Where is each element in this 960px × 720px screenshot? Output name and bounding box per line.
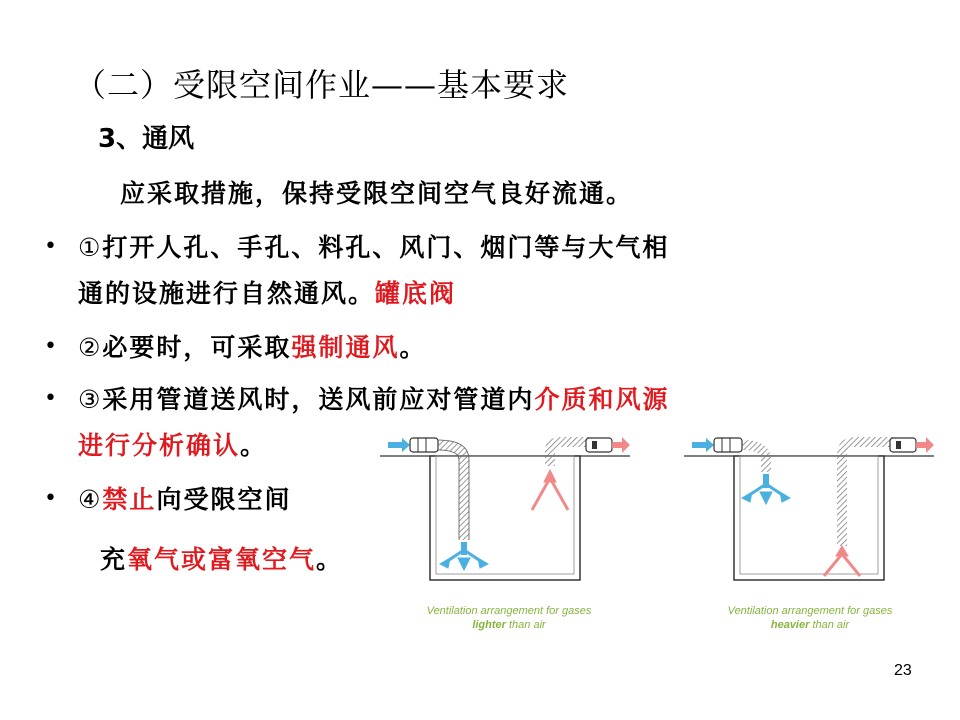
outlet-arrow-icon bbox=[612, 437, 630, 453]
bullet-1-line-2 bbox=[78, 274, 456, 310]
bullet-marker: • bbox=[44, 386, 57, 411]
diagram-caption-lighter bbox=[399, 604, 619, 632]
slide-title: （二）受限空间作业——基本要求 bbox=[74, 66, 570, 104]
bullet-4-text: 向受限空间 bbox=[156, 485, 292, 514]
bullet-1-line-1 bbox=[78, 228, 669, 264]
bullet-1-number: ① bbox=[78, 233, 103, 262]
caption-emphasis: lighter bbox=[472, 619, 506, 631]
bullet-1-text-cont: 通的设施进行自然通风。 bbox=[78, 279, 376, 308]
inlet-arrow-icon bbox=[692, 438, 714, 452]
caption-emphasis: heavier bbox=[770, 619, 810, 631]
caption-rest: than air bbox=[505, 619, 546, 631]
bullet-4-highlight-cont: 氧气或富氧空气 bbox=[127, 545, 317, 574]
bullet-3-highlight-cont: 进行分析确认 bbox=[78, 431, 241, 460]
caption-line-1: Ventilation arrangement for gases bbox=[426, 605, 592, 617]
section-heading: 3、通风 bbox=[98, 124, 195, 154]
page-number: 23 bbox=[894, 662, 912, 679]
bullet-3-number: ③ bbox=[78, 385, 103, 414]
bullet-marker: • bbox=[44, 486, 57, 511]
exhaust-fan-icon bbox=[890, 438, 916, 452]
exhaust-fan-icon bbox=[586, 438, 612, 452]
bullet-4-line-2 bbox=[100, 540, 343, 576]
bullet-2-line bbox=[78, 328, 426, 364]
bullet-2-tail: 。 bbox=[399, 333, 427, 362]
bullet-marker: • bbox=[44, 334, 57, 359]
caption-rest: than air bbox=[809, 619, 850, 631]
bullet-1-highlight: 罐底阀 bbox=[375, 279, 457, 308]
bullet-2-number: ② bbox=[78, 333, 103, 362]
bullet-3-text: 采用管道送风时，送风前应对管道内 bbox=[102, 385, 535, 414]
bullet-3-highlight: 介质和风源 bbox=[534, 385, 670, 414]
bullet-marker: • bbox=[44, 234, 57, 259]
ventilation-diagram-heavier bbox=[684, 430, 934, 590]
bullet-3-line-1 bbox=[78, 380, 669, 416]
bullet-4-number: ④ bbox=[78, 485, 103, 514]
fan-icon bbox=[410, 438, 438, 452]
ventilation-diagram-lighter bbox=[380, 430, 630, 590]
tank-outline bbox=[734, 456, 884, 580]
fan-icon bbox=[714, 438, 742, 452]
caption-line-1: Ventilation arrangement for gases bbox=[727, 605, 893, 617]
intro-paragraph: 应采取措施，保持受限空间空气良好流通。 bbox=[120, 179, 634, 208]
outlet-arrow-icon bbox=[916, 437, 934, 453]
tank-outline bbox=[430, 456, 580, 580]
bullet-4-tail: 。 bbox=[316, 545, 344, 574]
bullet-1-text: 打开人孔、手孔、料孔、风门、烟门等与大气相 bbox=[102, 233, 670, 262]
bullet-3-line-2 bbox=[78, 426, 267, 462]
inlet-arrow-icon bbox=[388, 438, 410, 452]
bullet-4-line-1 bbox=[78, 480, 291, 516]
bullet-4-highlight: 禁止 bbox=[102, 485, 157, 514]
bullet-3-tail: 。 bbox=[240, 431, 268, 460]
bullet-2-highlight: 强制通风 bbox=[291, 333, 400, 362]
bullet-2-text: 必要时，可采取 bbox=[102, 333, 292, 362]
bullet-4-text-cont: 充 bbox=[100, 545, 128, 574]
diagram-caption-heavier bbox=[700, 604, 920, 632]
